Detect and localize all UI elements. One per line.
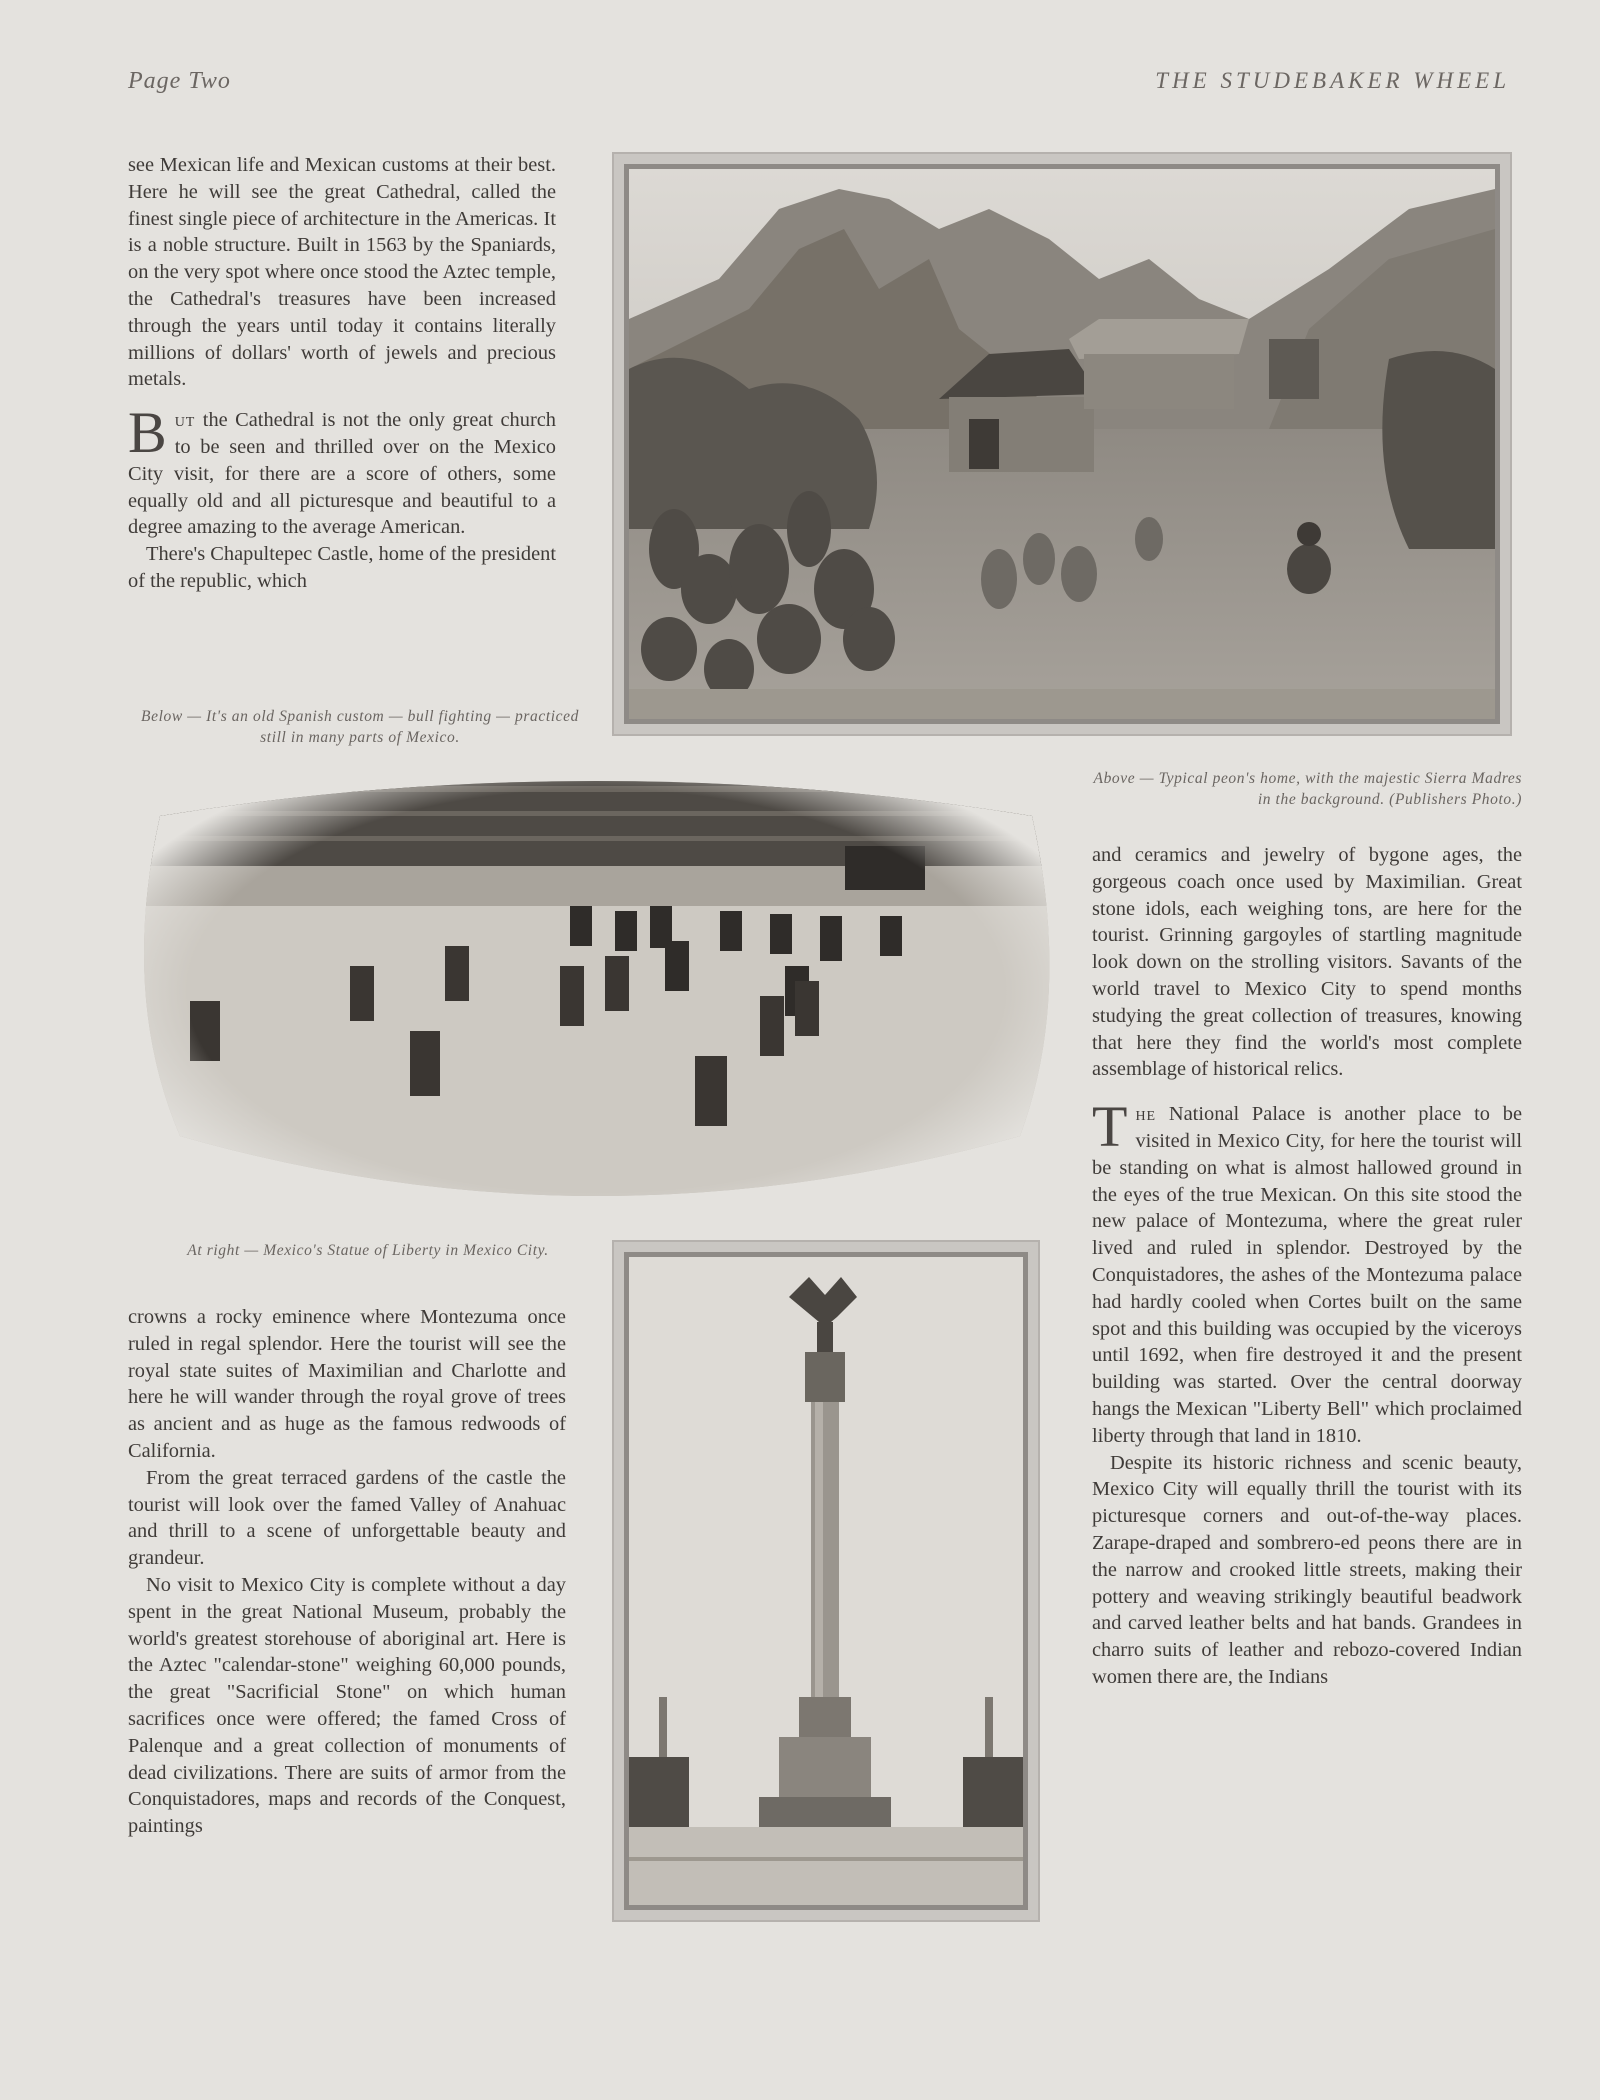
caption-bullfight: Below — It's an old Spanish custom — bull fighting — practiced still in many parts of Mexico. — [141, 708, 579, 746]
monument-column-image — [629, 1257, 1023, 1905]
left-column-bottom — [128, 1304, 566, 1840]
paragraph-gardens: From the great terraced gardens of the castle the tourist will look over the famed Valley of Anahuac and thrill to a scene of unforgettable beauty and grandeur. — [128, 1466, 566, 1570]
paragraph-churches — [128, 400, 556, 541]
small-caps-lead: ut — [174, 409, 196, 432]
paragraph-palace — [1092, 1094, 1522, 1449]
left-column-top — [128, 152, 556, 595]
mountain-landscape-image — [629, 169, 1495, 719]
paragraph-chapultepec: There's Chapultepec Castle, home of the president of the republic, which — [128, 543, 556, 592]
bullfight-arena-image — [120, 756, 1072, 1226]
photo-statue-liberty — [612, 1240, 1040, 1922]
photo-peon-home — [612, 152, 1512, 736]
paragraph-ceramics: and ceramics and jewelry of bygone ages, the gorgeous coach once used by Maximilian. Great stone idols, each weighing tons, are here for the tourist. Grinning gargoyles of startling magnitude look down on the strolling visitors. Savants of the world travel to Mexico City to spend months studying the great collection of treasures, knowing that here they find the world's most complete assemblage of historical relics. — [1092, 844, 1522, 1081]
paragraph-palace-text: National Palace is another place to be visited in Mexico City, for here the tourist will be standing on what is almost hallowed ground in the eyes of the true Mexican. On this site stood the new palace of Montezuma, where the great ruler lived and ruled in splendor. Destroyed by the Conquistadores, the ashes of the Montezuma palace had hardly cooled when Cortes built on the same spot and this building was occupied by the viceroys until 1692, when fire destroyed it and the present building was started. Over the central doorway hangs the Mexican "Liberty Bell" which proclaimed liberty through that land in 1810. — [1092, 1103, 1522, 1447]
paragraph-museum: No visit to Mexico City is complete without a day spent in the great National Museum, probably the world's greatest storehouse of aboriginal art. Here is the Aztec "calendar-stone" weighing 60,000 pounds, the great "Sacrificial Stone" on which human sacrifices once were offered; the famed Cross of Palenque and a great collection of monuments of dead civilizations. There are suits of armor from the Conquistadores, maps and records of the Conquest, paintings — [128, 1573, 566, 1838]
page-label: Page Two — [128, 68, 231, 94]
caption-statue: At right — Mexico's Statue of Liberty in Mexico City. — [187, 1242, 549, 1259]
small-caps-lead: he — [1135, 1103, 1157, 1126]
drop-cap-b: B — [128, 400, 167, 466]
paragraph-cathedral: see Mexican life and Mexican customs at their best. Here he will see the great Cathedral, called the finest single piece of architecture in the Americas. It is a noble structure. Built in 1563 by the Spaniards, on the very spot where once stood the Aztec temple, the Cathedral's treasures have been increased through the years until today it contains literally millions of dollars' worth of jewels and precious metals. — [128, 154, 556, 391]
right-column — [1092, 842, 1522, 1691]
photo-bullfight — [120, 756, 1072, 1226]
paragraph-montezuma: crowns a rocky eminence where Montezuma once ruled in regal splendor. Here the tourist will see the royal state suites of Maximilian and Charlotte and here he will wander through the royal grove of trees as ancient and as huge as the famous redwoods of California. — [128, 1306, 566, 1462]
publication-title: THE STUDEBAKER WHEEL — [1155, 68, 1510, 93]
caption-peon-home: Above — Typical peon's home, with the majestic Sierra Madres in the background. (Publishers Photo.) — [1093, 770, 1522, 808]
drop-cap-t: T — [1092, 1094, 1128, 1160]
paragraph-churches-text: the Cathedral is not the only great church to be seen and thrilled over on the Mexico City visit, for there are a score of others, some equally old and all picturesque and beautiful to a degree amazing to the average American. — [128, 409, 556, 539]
paragraph-streets: Despite its historic richness and scenic beauty, Mexico City will equally thrill the tourist with its picturesque corners and out-of-the-way places. Zarape-draped and sombrero-ed peons there are in the narrow and crooked little streets, making their pottery and weaving strikingly beautiful beadwork and carved leather belts and hat bands. Grandees in charro suits of leather and rebozo-covered Indian women there are, the Indians — [1092, 1451, 1522, 1688]
